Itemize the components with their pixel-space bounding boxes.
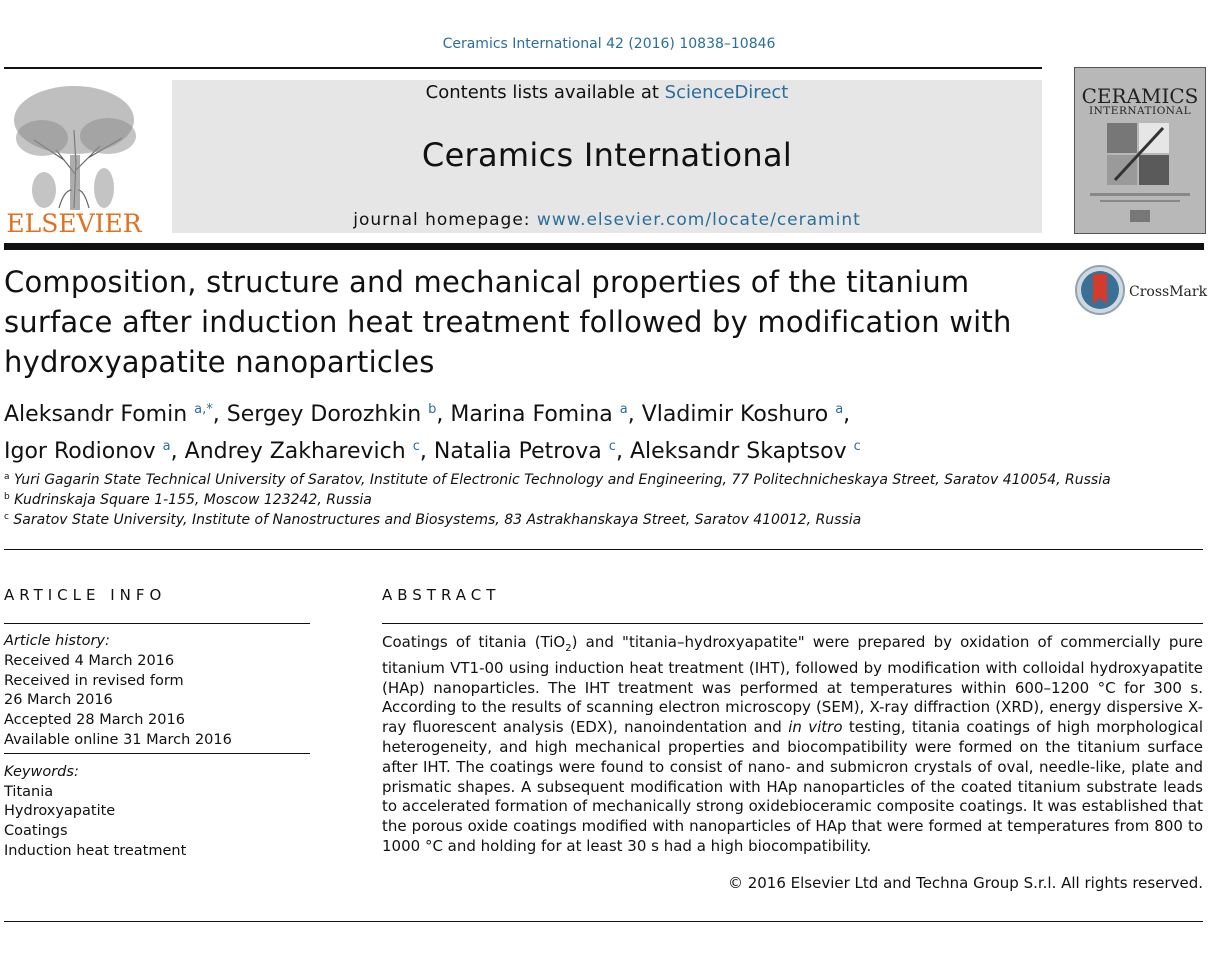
keyword: Induction heat treatment [4,842,187,859]
journal-name: Ceramics International [421,136,793,174]
affiliation-rule [4,549,1203,550]
keyword: Titania [4,783,54,800]
author[interactable]: Vladimir Koshuro $^a$ [641,402,844,427]
author[interactable]: Igor Rodionov $^a$ [4,439,171,464]
cover-artwork [1075,68,1205,233]
history-item: 26 March 2016 [4,692,113,709]
homepage-prefix: journal homepage: [353,210,537,230]
author-list: Aleksandr Fomin $^{a,*}$, Sergey Dorozhkin $^b$, Marina Fomina $^a$, Vladimir Koshuro $^a$, Igor Rodionov $^a$, Andrey Zakharevich $^c$, Natalia Petrova $^c$, Aleksandr Skaptsov $^c$ [4,402,861,464]
homepage-line [172,210,1042,230]
cover-subtitle: INTERNATIONAL [1088,105,1192,117]
title-rule [4,243,1204,250]
sciencedirect-link[interactable]: ScienceDirect [664,82,789,103]
copyright-notice: © 2016 Elsevier Ltd and Techna Group S.r.l. All rights reserved. [727,874,1203,892]
history-label: Article history: [4,633,110,649]
author[interactable]: Aleksandr Skaptsov $^c$ [629,439,861,464]
journal-cover[interactable] [1074,67,1206,234]
journal-citation[interactable]: Ceramics International 42 (2016) 10838–10846 [442,36,776,52]
cover-title: CERAMICS [1081,84,1199,108]
article-title: Composition, structure and mechanical properties of the titanium surface after induction heat treatment followed by modification with hydroxyapatite nanoparticles [4,265,1012,379]
elsevier-wordmark: ELSEVIER [6,209,142,236]
keyword: Coatings [4,823,68,840]
abstract-text: Coatings of titania (TiO$_2$) and "titania–hydroxyapatite" were prepared by oxidation of commercially pure titanium VT1-00 using induction heat treatment (IHT), followed by modification with colloidal hydroxyapatite (HAp) nanoparticles. The IHT treatment was performed at temperatures within 600–1200 °C for 300 s. According to the results of scanning electron microscopy (SEM), X-ray diffraction (XRD), energy dispersive X-ray fluorescent analysis (EDX), nanoindentation and in vitro testing, titania coatings of high morphological heterogeneity, and high mechanical properties and biocompatibility were formed on the titanium surface after IHT. The coatings were found to consist of nano- and submicron crystals of oval, needle-like, plate and prismatic shapes. A subsequent modification with HAp nanoparticles of the coated titanium substrate leads to accelerated formation of mechanically strong oxidebioceramic composite coatings. It was established that the porous oxide coatings modified with nanoparticles of HAp that were formed at temperatures from 800 to 1000 °C and holding for at least 30 s had a high biocompatibility. [382,633,1203,855]
info-rule [4,623,310,624]
contents-prefix: Contents lists available at [425,82,665,103]
keyword: Hydroxyapatite [4,803,116,820]
author[interactable]: Sergey Dorozhkin $^b$ [226,402,437,427]
affiliation-c: $^c$ Saratov State University, Institute of Nanostructures and Biosystems, 83 Astrakhanskaya Street, Saratov 410012, Russia [4,512,862,528]
author[interactable]: Natalia Petrova $^c$ [433,439,616,464]
affiliation-a: $^a$ Yuri Gagarin State Technical University of Saratov, Institute of Electronic Technology and Engineering, 77 Politechnicheskaya Street, Saratov 410054, Russia [4,472,1111,488]
article-info-heading: ARTICLE INFO [4,586,167,604]
homepage-link[interactable]: www.elsevier.com/locate/ceramint [536,210,861,230]
history-item: Received in revised form [4,672,184,689]
abstract-rule [382,623,1203,624]
history-item: Available online 31 March 2016 [4,731,232,748]
affiliation-b: $^b$ Kudrinskaja Square 1-155, Moscow 123242, Russia [4,492,372,508]
header-rule [4,67,1042,69]
history-item: Received 4 March 2016 [4,652,175,669]
author[interactable]: Marina Fomina $^a$ [450,402,628,427]
crossmark-badge[interactable] [1074,264,1214,320]
abstract-heading: ABSTRACT [382,586,501,604]
crossmark-icon [1074,264,1126,316]
history-item: Accepted 28 March 2016 [4,712,185,729]
keywords-rule [4,753,310,754]
keywords-label: Keywords: [4,763,79,780]
elsevier-logo[interactable] [4,80,144,236]
author[interactable]: Aleksandr Fomin $^{a,*}$ [4,402,213,427]
author[interactable]: Andrey Zakharevich $^c$ [184,439,420,464]
contents-line [172,82,1042,103]
footer-rule [4,921,1203,922]
crossmark-label: CrossMark [1129,284,1208,300]
article-info [4,632,310,862]
